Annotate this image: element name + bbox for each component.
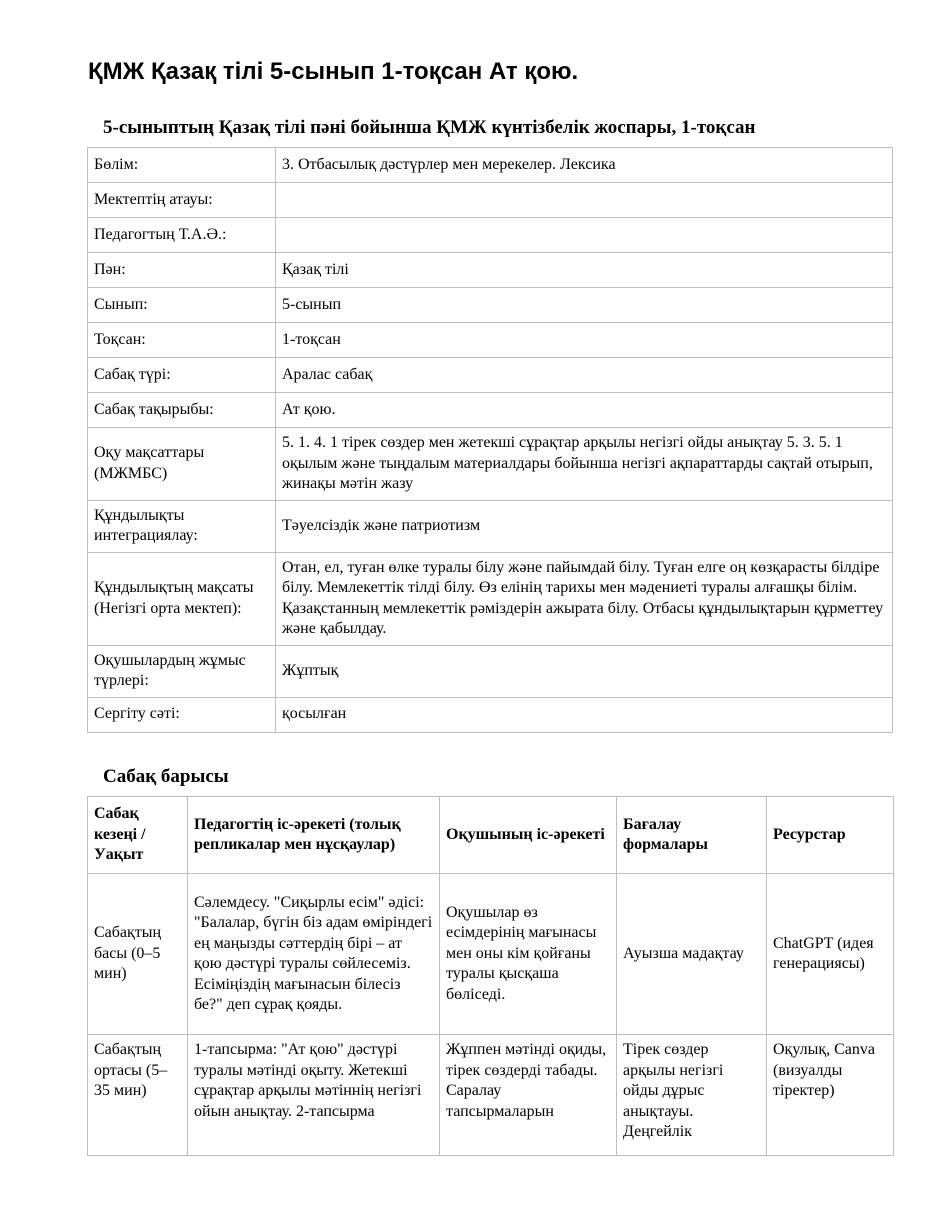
table-row xyxy=(88,1035,894,1156)
table-row xyxy=(88,183,893,218)
lesson-info-table xyxy=(87,147,893,733)
table-cell: Тірек сөздер арқылы негізгі ойды дұрыс анықтауы. Деңгейлік xyxy=(617,1035,767,1156)
table-cell: Сабақтың басы (0–5 мин) xyxy=(88,874,188,1035)
info-value: Жұптық xyxy=(276,645,893,697)
column-header: Педагогтің іс-әрекеті (толық репликалар мен нұсқаулар) xyxy=(188,797,440,874)
table-cell: Оқулық, Canva (визуалды тіректер) xyxy=(767,1035,894,1156)
info-key: Сабақ түрі: xyxy=(88,358,276,393)
table-header-row xyxy=(88,797,894,874)
table-cell: Сәлемдесу. "Сиқырлы есім" әдісі: "Балалар, бүгін біз адам өміріндегі ең маңызды сәттердің бірі – ат қою дәстүрі туралы сөйлесеміз. Есіміңіздің мағынасын білесіз бе?" деп сұрақ қояды. xyxy=(188,874,440,1035)
table-row xyxy=(88,323,893,358)
info-key: Бөлім: xyxy=(88,148,276,183)
info-value: 5. 1. 4. 1 тірек сөздер мен жетекші сұрақтар арқылы негізгі ойды анықтау 5. 3. 5. 1 оқылым және тыңдалым материалдары бойынша негізгі ақпараттарды сақтай отырып, жинақы мәтін жазу xyxy=(276,428,893,501)
table-row xyxy=(88,500,893,552)
info-value: Ат қою. xyxy=(276,393,893,428)
column-header: Сабақ кезеңі / Уақыт xyxy=(88,797,188,874)
info-value: қосылған xyxy=(276,697,893,732)
info-value: 1-тоқсан xyxy=(276,323,893,358)
table-cell: Жұппен мәтінді оқиды, тірек сөздерді табады. Саралау тапсырмаларын xyxy=(440,1035,617,1156)
table-row xyxy=(88,148,893,183)
column-header: Ресурстар xyxy=(767,797,894,874)
info-value xyxy=(276,218,893,253)
info-key: Құндылықты интеграциялау: xyxy=(88,500,276,552)
info-key: Педагогтың Т.А.Ә.: xyxy=(88,218,276,253)
table-row xyxy=(88,428,893,501)
table-cell: Сабақтың ортасы (5–35 мин) xyxy=(88,1035,188,1156)
table-row xyxy=(88,552,893,645)
info-value: Қазақ тілі xyxy=(276,253,893,288)
info-key: Пән: xyxy=(88,253,276,288)
lesson-progress-heading: Сабақ барысы xyxy=(103,766,229,787)
table-cell: Оқушылар өз есімдерінің мағынасы мен оны кім қойғаны туралы қысқаша бөліседі. xyxy=(440,874,617,1035)
table-cell: ChatGPT (идея генерациясы) xyxy=(767,874,894,1035)
info-key: Оқу мақсаттары (МЖМБС) xyxy=(88,428,276,501)
lesson-progress-table xyxy=(87,796,894,1156)
info-value: 3. Отбасылық дәстүрлер мен мерекелер. Лексика xyxy=(276,148,893,183)
plan-heading: 5-сыныптың Қазақ тілі пәні бойынша ҚМЖ күнтізбелік жоспары, 1-тоқсан xyxy=(103,117,756,138)
table-row xyxy=(88,253,893,288)
info-value: Отан, ел, туған өлке туралы білу және пайымдай білу. Туған елге оң көзқарасты білдіре білу. Мемлекеттік тілді білу. Өз елінің тарихы мен мәдениеті туралы алғашқы білім. Қазақстанның мемлекеттік рәміздерін ажырата білу. Отбасы құндылықтарын құрметтеу және қабылдау. xyxy=(276,552,893,645)
info-key: Оқушылардың жұмыс түрлері: xyxy=(88,645,276,697)
column-header: Бағалау формалары xyxy=(617,797,767,874)
table-row xyxy=(88,218,893,253)
table-row xyxy=(88,874,894,1035)
info-key: Сынып: xyxy=(88,288,276,323)
document-title: ҚМЖ Қазақ тілі 5-сынып 1-тоқсан Ат қою. xyxy=(88,58,579,85)
info-key: Құндылықтың мақсаты (Негізгі орта мектеп): xyxy=(88,552,276,645)
column-header: Оқушының іс-әрекеті xyxy=(440,797,617,874)
info-value: Аралас сабақ xyxy=(276,358,893,393)
table-cell: Ауызша мадақтау xyxy=(617,874,767,1035)
table-row xyxy=(88,697,893,732)
table-row xyxy=(88,288,893,323)
info-value: 5-сынып xyxy=(276,288,893,323)
table-cell: 1-тапсырма: "Ат қою" дәстүрі туралы мәтінді оқыту. Жетекші сұрақтар арқылы мәтіннің негізгі ойын анықтау. 2-тапсырма xyxy=(188,1035,440,1156)
info-value xyxy=(276,183,893,218)
table-row xyxy=(88,645,893,697)
table-row xyxy=(88,393,893,428)
info-key: Мектептің атауы: xyxy=(88,183,276,218)
table-row xyxy=(88,358,893,393)
info-value: Тәуелсіздік және патриотизм xyxy=(276,500,893,552)
info-key: Тоқсан: xyxy=(88,323,276,358)
info-key: Сергіту сәті: xyxy=(88,697,276,732)
info-key: Сабақ тақырыбы: xyxy=(88,393,276,428)
